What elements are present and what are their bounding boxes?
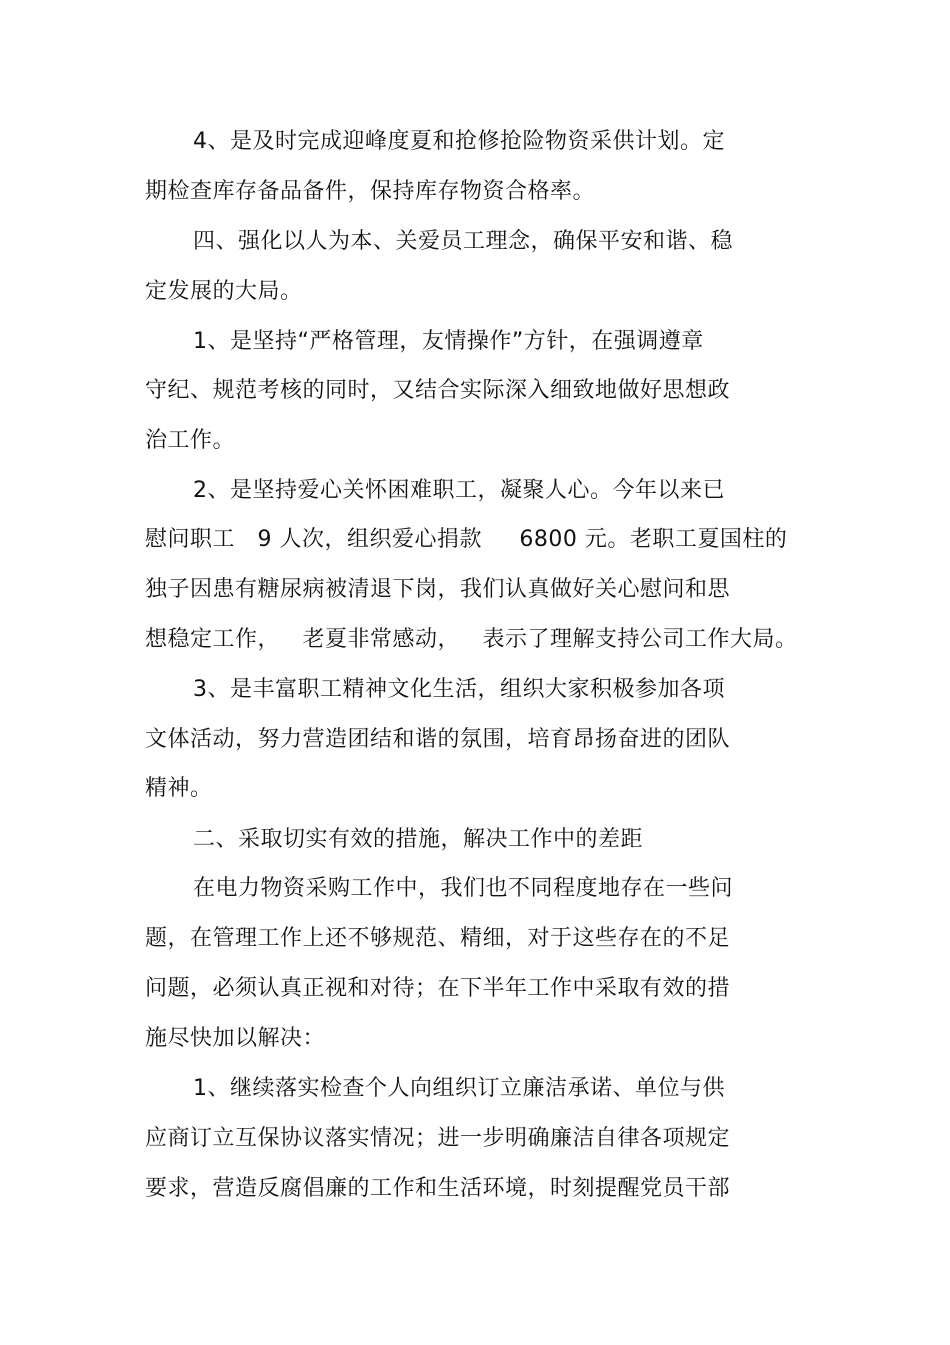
text-line: 独子因患有糖尿病被清退下岗，我们认真做好关心慰问和思 [145, 577, 731, 602]
text-line: 治工作。 [145, 428, 236, 453]
text-line: 定发展的大局。 [145, 279, 303, 304]
section-heading: 二、采取切实有效的措施，解决工作中的差距 [193, 827, 644, 852]
text-line: 1、继续落实检查个人向组织订立廉洁承诺、单位与供 [193, 1076, 725, 1101]
text-line: 1、是坚持“严格管理，友情操作”方针，在强调遵章 [193, 329, 704, 354]
text-line: 在电力物资采购工作中，我们也不同程度地存在一些问 [193, 876, 734, 901]
text-line: 题，在管理工作上还不够规范、精细，对于这些存在的不足 [145, 926, 731, 951]
text-line: 期检查库存备品备件，保持库存物资合格率。 [145, 179, 596, 204]
text-line: 问题，必须认真正视和对待；在下半年工作中采取有效的措 [145, 976, 731, 1001]
text-line: 要求，营造反腐倡廉的工作和生活环境，时刻提醒党员干部 [145, 1176, 731, 1201]
text-line: 慰问职工 9 人次，组织爱心捐款 6800 元。老职工夏国柱的 [145, 527, 788, 552]
text-line: 想稳定工作， 老夏非常感动， 表示了理解支持公司工作大局。 [145, 627, 798, 652]
text-line: 2、是坚持爱心关怀困难职工，凝聚人心。今年以来已 [193, 478, 725, 503]
text-line: 3、是丰富职工精神文化生活，组织大家积极参加各项 [193, 677, 725, 702]
text-line: 应商订立互保协议落实情况；进一步明确廉洁自律各项规定 [145, 1126, 731, 1151]
text-line: 文体活动，努力营造团结和谐的氛围，培育昂扬奋进的团队 [145, 727, 731, 752]
text-line: 四、强化以人为本、关爱员工理念，确保平安和谐、稳 [193, 229, 734, 254]
text-line: 精神。 [145, 776, 213, 801]
text-line: 4、是及时完成迎峰度夏和抢修抢险物资采供计划。定 [193, 129, 725, 154]
text-line: 施尽快加以解决： [145, 1026, 326, 1051]
text-line: 守纪、规范考核的同时，又结合实际深入细致地做好思想政 [145, 378, 731, 403]
